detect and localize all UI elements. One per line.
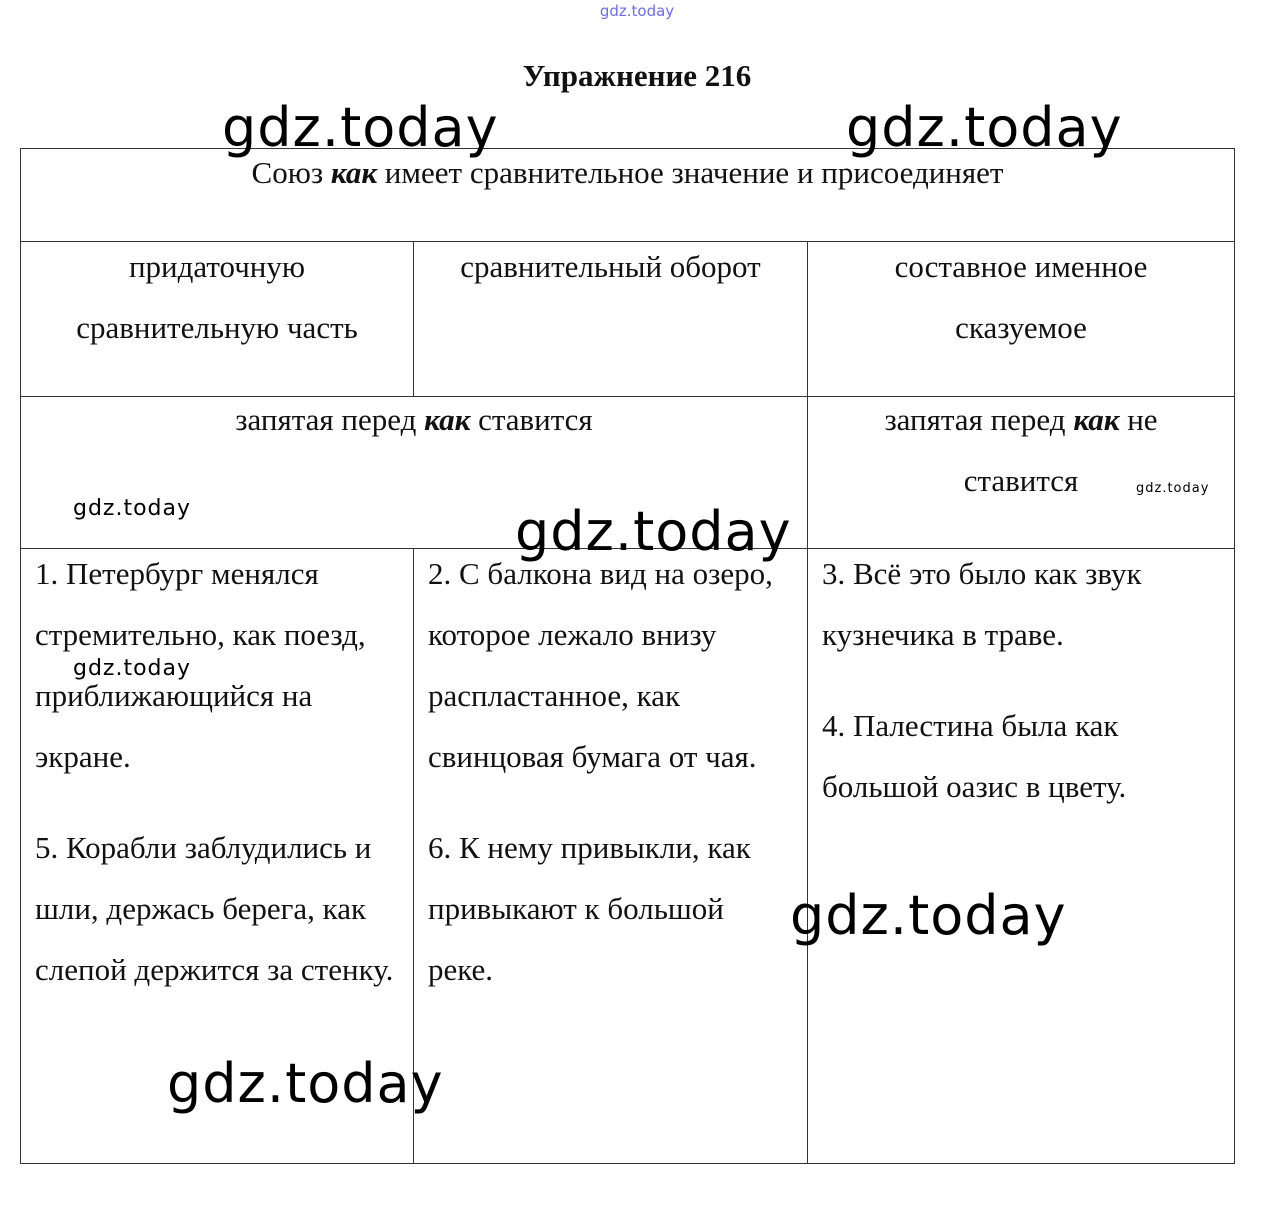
category-predicate: составное именное сказуемое [808, 242, 1235, 397]
watermark: gdz.today [1136, 481, 1210, 496]
exercise-title: Упражнение 216 [522, 58, 752, 93]
watermark: gdz.today [167, 1052, 444, 1115]
category-subordinate: придаточную сравнительную часть [21, 242, 414, 397]
header-row [21, 149, 1235, 242]
example-3: 3. Всё это было как звук кузнечика в траве. [822, 556, 1142, 652]
comma-yes-kak: как [424, 402, 471, 437]
header-kak: как [330, 155, 378, 190]
header-cell [21, 149, 1235, 242]
comma-no-kak: как [1073, 402, 1120, 437]
example-4: 4. Палестина была как большой оазис в цвету. [822, 708, 1127, 804]
examples-col-3 [808, 549, 1235, 1164]
top-watermark: gdz.today [599, 2, 675, 20]
watermark: gdz.today [790, 884, 1067, 947]
example-5: 5. Корабли заблудились и шли, держась берега, как слепой держится за стенку. [35, 830, 394, 987]
watermark: gdz.today [73, 496, 192, 521]
classification-table [20, 148, 1235, 1164]
category-row [21, 242, 1235, 397]
examples-col-2 [414, 549, 808, 1164]
header-text-pre: Союз [251, 155, 331, 190]
comma-placed-cell: запятая перед как ставится [21, 397, 808, 549]
header-text-post: имеет сравнительное значение и присоединяет [377, 155, 1004, 190]
example-1: 1. Петербург менялся стремительно, как поезд, приближающийся на экране. [35, 556, 366, 774]
watermark: gdz.today [73, 656, 192, 681]
category-phrase: сравнительный оборот [414, 242, 808, 397]
example-6: 6. К нему привыкли, как привыкают к большой реке. [428, 830, 751, 987]
example-2: 2. С балкона вид на озеро, которое лежало внизу распластанное, как свинцовая бумага от чая. [428, 556, 773, 774]
watermark: gdz.today [846, 96, 1123, 159]
watermark: gdz.today [515, 500, 792, 563]
comma-not-placed-cell: запятая перед как не ставится [808, 397, 1235, 549]
watermark: gdz.today [222, 96, 499, 159]
